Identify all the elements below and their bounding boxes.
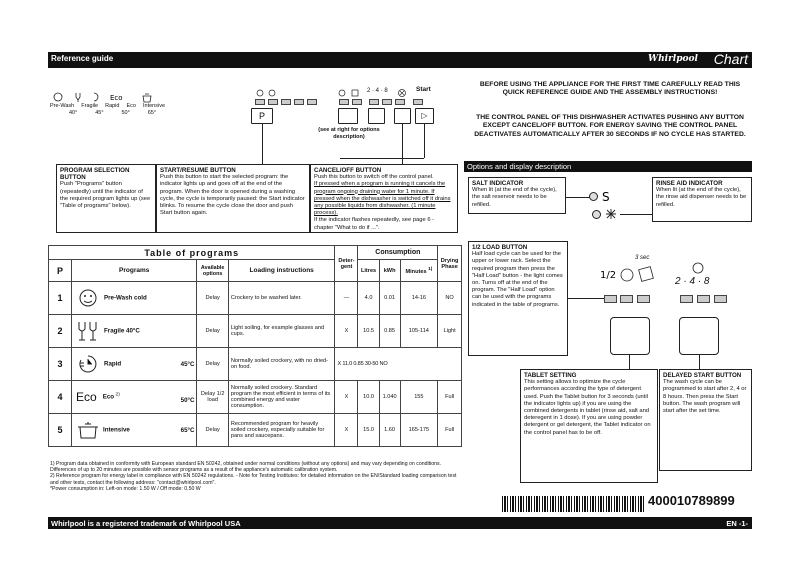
prog-label-4: Intensive [142,103,165,109]
table-row [49,315,462,348]
connector-line [566,197,590,198]
indicator-light [369,99,379,105]
row-num: 3 [49,348,72,381]
row-opt: Delay [197,315,228,348]
row-kwh: 1.040 [379,381,400,414]
indicator-light [281,99,291,105]
start-label: Start [416,86,431,93]
row-name: Fragile 40°C [104,327,140,335]
delay-button[interactable] [679,317,719,355]
delay-panel-button[interactable] [394,108,411,124]
header-bar [48,52,752,68]
prog-temp-3: 50° [121,110,130,116]
salt-text: When lit (at the end of the cycle), the salt reservoir needs to be refilled. [472,187,557,208]
row-program [72,282,197,315]
row-lit: 10.5 [358,315,379,348]
row-num: 4 [49,381,72,414]
programs-table [48,245,462,447]
row-min: 14-16 [400,282,438,315]
row-dry: Full [438,414,462,447]
row-program [72,381,197,414]
program-selection-text: Push "Programs" button (repeatedly) until the indicator of the required program lights up (see "Table of programs" below). [60,181,151,210]
row-lit: 10.0 [358,381,379,414]
indicator-light [680,295,693,303]
row-name: Intensive [103,426,130,434]
row-temp: 45°C [180,361,195,368]
row-min: 165-175 [400,414,438,447]
halfload-text: Half load cycle can be used for the upper or lower rack. Select the required program then press the "Half Load" button - the light comes on. Turns off at the end of the program. The "Half Load" option can be used with the programs indicated in the table of programs. [472,251,563,308]
program-selection-title: PROGRAM SELECTION BUTTON [60,167,130,182]
row-temp: 65°C [180,427,195,434]
row-num: 5 [49,414,72,447]
halfload-option-icon: 1/2 [600,270,617,281]
delay-hours-label: 2 · 4 · 8 [675,276,710,287]
row-num: 1 [49,282,72,315]
connector-line [620,214,652,215]
delayed-text: The wash cycle can be programmed to start after 2, 4 or 8 hours. Then press the Start button. The wash program will start after the set time. [663,379,747,415]
row-opt: Delay [197,282,228,315]
chart-label: Chart [713,51,748,67]
row-load: Normally soiled crockery. Standard program the most efficient in terms of its combined energy and water consumption. [228,381,335,414]
tablet-title: TABLET SETTING [524,372,577,379]
program-selection-box [56,164,156,233]
indicator-light [307,99,317,105]
tablet-3sec-label: 3 sec [635,255,650,261]
indicator-light [268,99,278,105]
cancel-off-text1: Push this button to switch off the control panel. [314,174,434,181]
svg-text:S: S [602,190,610,203]
cancel-off-box [310,164,458,233]
row-det: — [335,282,358,315]
connector-line [699,355,700,369]
fragile-icon [76,93,80,102]
rinse-title: RINSE AID INDICATOR [656,180,723,187]
salt-lamp [589,192,598,201]
tablet-text: This setting allows to optimize the cycle performances according the type of detergent used. Push the Tablet button for 3 seconds (until the indicator lights up) if you are using the combined detergents in tablet (rinse aid, salt and deteregent in 1 dose). If you are using powder detergent or gel detergent, the Tablet indicator on the control panel has to be off. [524,379,651,436]
rapid-icon [78,354,98,374]
rinse-indicator-box [652,177,752,222]
prog-label-0: Pre-Wash [50,103,75,109]
footnote-3: *Power consumption in: Left-on mode: 1.50 W / Off mode: 0.50 W [50,485,201,492]
row-load: Light soiling, for example glasses and cups. [228,315,335,348]
row-kwh: 0.01 [379,282,400,315]
table-row [49,282,462,315]
rapid-icon [94,93,98,101]
table-title: Table of programs [49,246,335,260]
row-opt: Delay [197,414,228,447]
row-program [72,315,197,348]
rinse-indicator-icon [269,90,275,96]
indicator-light [620,295,633,303]
cancel-off-title: CANCEL/OFF BUTTON [314,167,382,174]
prog-label-3: Eco [126,103,136,109]
row-program [72,414,197,447]
eco-icon: Eco [76,390,97,404]
tablet-panel-button[interactable] [368,108,385,124]
programs-button[interactable]: P [251,108,273,124]
halfload-icon [339,90,345,96]
start-panel-button[interactable]: ▷ [415,108,434,124]
rinse-lamp [592,210,601,219]
page-title: Reference guide [51,54,114,63]
connector-line [340,158,424,159]
prog-label-2: Rapid [105,103,120,109]
col-kwh: kWh [379,260,400,282]
row-load: Crockery to be washed later. [228,282,335,315]
row-name: Rapid [104,360,122,368]
salt-s-icon [600,189,616,203]
row-name: Eco [102,393,115,401]
row-load: Recommended program for heavily soiled crockery, especially suitable for pans and saucepans. [228,414,335,447]
col-drying: Drying Phase [438,246,462,282]
indicator-light [339,99,349,105]
tablet-setting-box [520,369,658,483]
indicator-light [352,99,362,105]
intensive-icon [143,94,151,102]
col-options: Available options [197,260,228,282]
col-minutes-note: 1) [428,266,433,272]
delayed-title: DELAYED START BUTTON [663,372,742,379]
start-resume-title: START/RESUME BUTTON [160,167,236,174]
indicator-light [714,295,727,303]
row-opt: Delay 1/2 load [197,381,228,414]
row-lit: 15.0 [358,414,379,447]
col-loading: Loading instructions [228,260,335,282]
indicator-light [697,295,710,303]
row-lit: 4.0 [358,282,379,315]
salt-title: SALT INDICATOR [472,180,524,187]
row-dry: Light [438,315,462,348]
prog-temp-2: 45° [95,110,104,116]
tablet-option-icon [639,267,654,282]
panel-status-icons [254,86,444,98]
col-programs: Programs [72,260,197,282]
cancel-off-text3: If the indicator flashes repeatedly, see page 6 - chapter "What to do if ...". [314,217,435,231]
row-det: X [335,414,358,447]
fragile-icon [76,320,100,342]
salt-indicator-box [468,177,566,214]
indicator-light [395,99,405,105]
footnote-1: 1) Program data obtained in conformity with European standard EN 50242, obtained under normal conditions (without any options) and may vary depending on conditions. Differences of up to 20 minutes are possible with sensor programs as a result of the appliance's automatic calibration system. [50,461,442,474]
halfload-button[interactable] [610,317,650,355]
row-temp: 50°C [180,397,195,404]
row-kwh: 1.60 [379,414,400,447]
indicator-light [255,99,265,105]
row-dry: Full [438,381,462,414]
table-row [49,381,462,414]
halfload-panel-button[interactable] [338,108,358,124]
program-icons-row [50,90,165,120]
eco-icon: Eco [110,94,123,102]
rinse-text: When lit (at the end of the cycle), the rinse aid dispenser needs to be refilled. [656,187,747,208]
row-merged-values: X 11.0 0.85 30-50 NO [335,348,462,381]
row-min: 155 [400,381,438,414]
cancel-x-icon [400,91,404,95]
indicator-light [413,99,423,105]
prewash-icon [54,93,62,101]
delayed-start-box [659,369,752,471]
delay-option-icon [693,263,703,273]
row-det: X [335,315,358,348]
options-section-title: Options and display description [464,161,752,172]
col-p: P [49,260,72,282]
row-kwh: 0.85 [379,315,400,348]
row-program [72,348,197,381]
see-right-note: (see at right for options description) [318,127,380,140]
footnote-2: 2) Reference program for energy label in compliance with EN 50242 regulations. - Note for Testing Institutes: for detailed information on the EN/Standard loading comparison test and other tests, contact the following address: "contact@whirlpool.com". [50,473,457,486]
barcode-number: 400010789899 [648,493,735,508]
panel-hours: 2 · 4 · 8 [367,88,388,94]
col-minutes-label: Minutes [405,268,427,275]
brand-logo: Whirlpool [648,54,698,64]
halfload-title: 1/2 LOAD BUTTON [472,244,528,251]
indicator-light [637,295,650,303]
prewash-icon [78,288,98,308]
start-resume-box [156,164,310,233]
col-detergent: Deter-gent [335,246,358,282]
row-note: 2) [115,391,120,397]
barcode-image [502,496,644,512]
connector-line [262,124,263,164]
row-min: 105-114 [400,315,438,348]
notice-energy: THE CONTROL PANEL OF THIS DISHWASHER ACTIVATES PUSHING ANY BUTTON EXCEPT CANCEL/OFF BUTTON. FOR ENERGY SAVING THE CONTROL PANEL DEACTIVATES AUTOMATICALLY AFTER 30 SECONDS IF NO CYCLE HAS STARTED. [474,114,746,138]
halfload-box [468,241,568,356]
intensive-icon [77,420,99,440]
table-row [49,348,462,381]
row-det: X [335,381,358,414]
salt-indicator-icon [257,90,263,96]
row-num: 2 [49,315,72,348]
rinse-aid-icon [603,207,619,221]
col-litres: Litres [358,260,379,282]
prog-label-1: Fragile [81,103,99,109]
notice-first-use: BEFORE USING THE APPLIANCE FOR THE FIRST TIME CAREFULLY READ THIS QUICK REFERENCE GUIDE AND THE ASSEMBLY INSTRUCTIONS! [479,81,741,97]
prog-temp-4: 65° [147,110,157,116]
indicator-light [382,99,392,105]
tablet-icon [352,90,358,96]
row-load: Normally soiled crockery, with no dried-on food. [228,348,335,381]
footnotes [50,461,462,492]
indicator-light [294,99,304,105]
connector-line [629,355,630,369]
row-dry: NO [438,282,462,315]
prog-temp-1: 40° [68,110,78,116]
footer-trademark: Whirlpool is a registered trademark of Whirlpool USA [51,518,241,528]
row-opt: Delay [197,348,228,381]
indicator-light [604,295,617,303]
footer-page: EN -1- [726,518,748,528]
table-row [49,414,462,447]
cancel-off-text2: If pressed when a program is running it cancels the program ongoing draining water for 1 minute. If pressed when the dishwasher is switched off it drains any possible liquids from dishwasher. (1 minute process). [314,181,451,217]
footer-bar [48,517,752,529]
col-minutes [400,260,438,282]
start-resume-text: Push this button to start the selected program: the indicator lights up and goes off at the end of the program. When the door is opened during a washing cycle, the cycle is temporarily paused: the Start indicator blinks. To resume the cycle close the door and push Start button again. [160,174,305,217]
connector-line [424,124,425,158]
col-consumption: Consumption [358,246,438,260]
row-name: Pre-Wash cold [104,294,147,302]
program-icons [50,91,165,103]
